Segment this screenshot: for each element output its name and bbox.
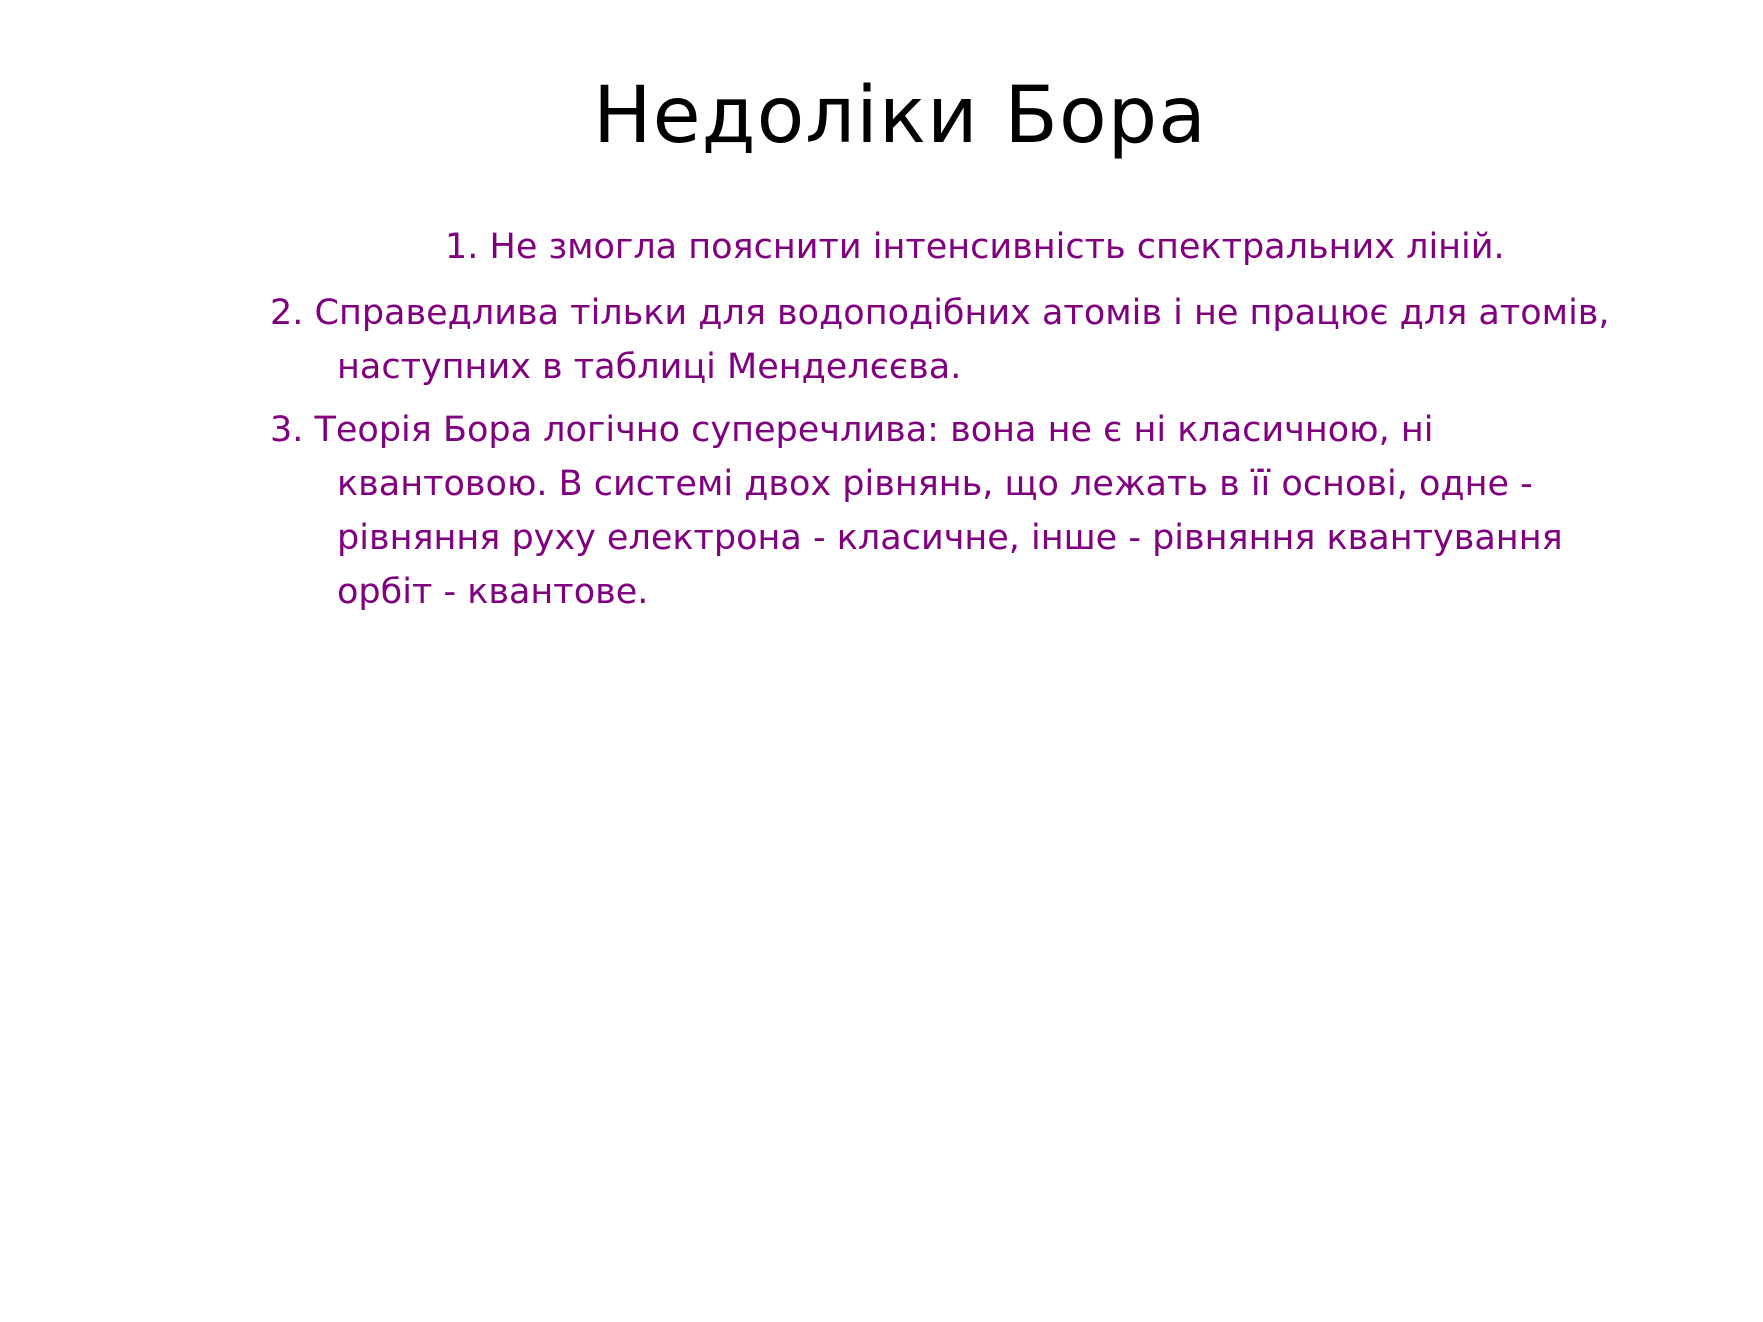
point-1: 1. Не змогла пояснити інтенсивність спектральних ліній. — [445, 227, 1505, 267]
point-2: 2. Справедлива тільки для водоподібних атомів і не працює для атомів, наступних в таблиці Менделєєва. — [270, 293, 1610, 387]
point-3: 3. Теорія Бора логічно суперечлива: вона не є ні класичною, ні квантовою. В системі двох рівнянь, що лежать в її основі, одне - рівняння руху електрона - класичне, інше - рівняння квантування орбіт - квантове. — [270, 410, 1563, 612]
slide-title: Недоліки Бора — [593, 71, 1207, 161]
